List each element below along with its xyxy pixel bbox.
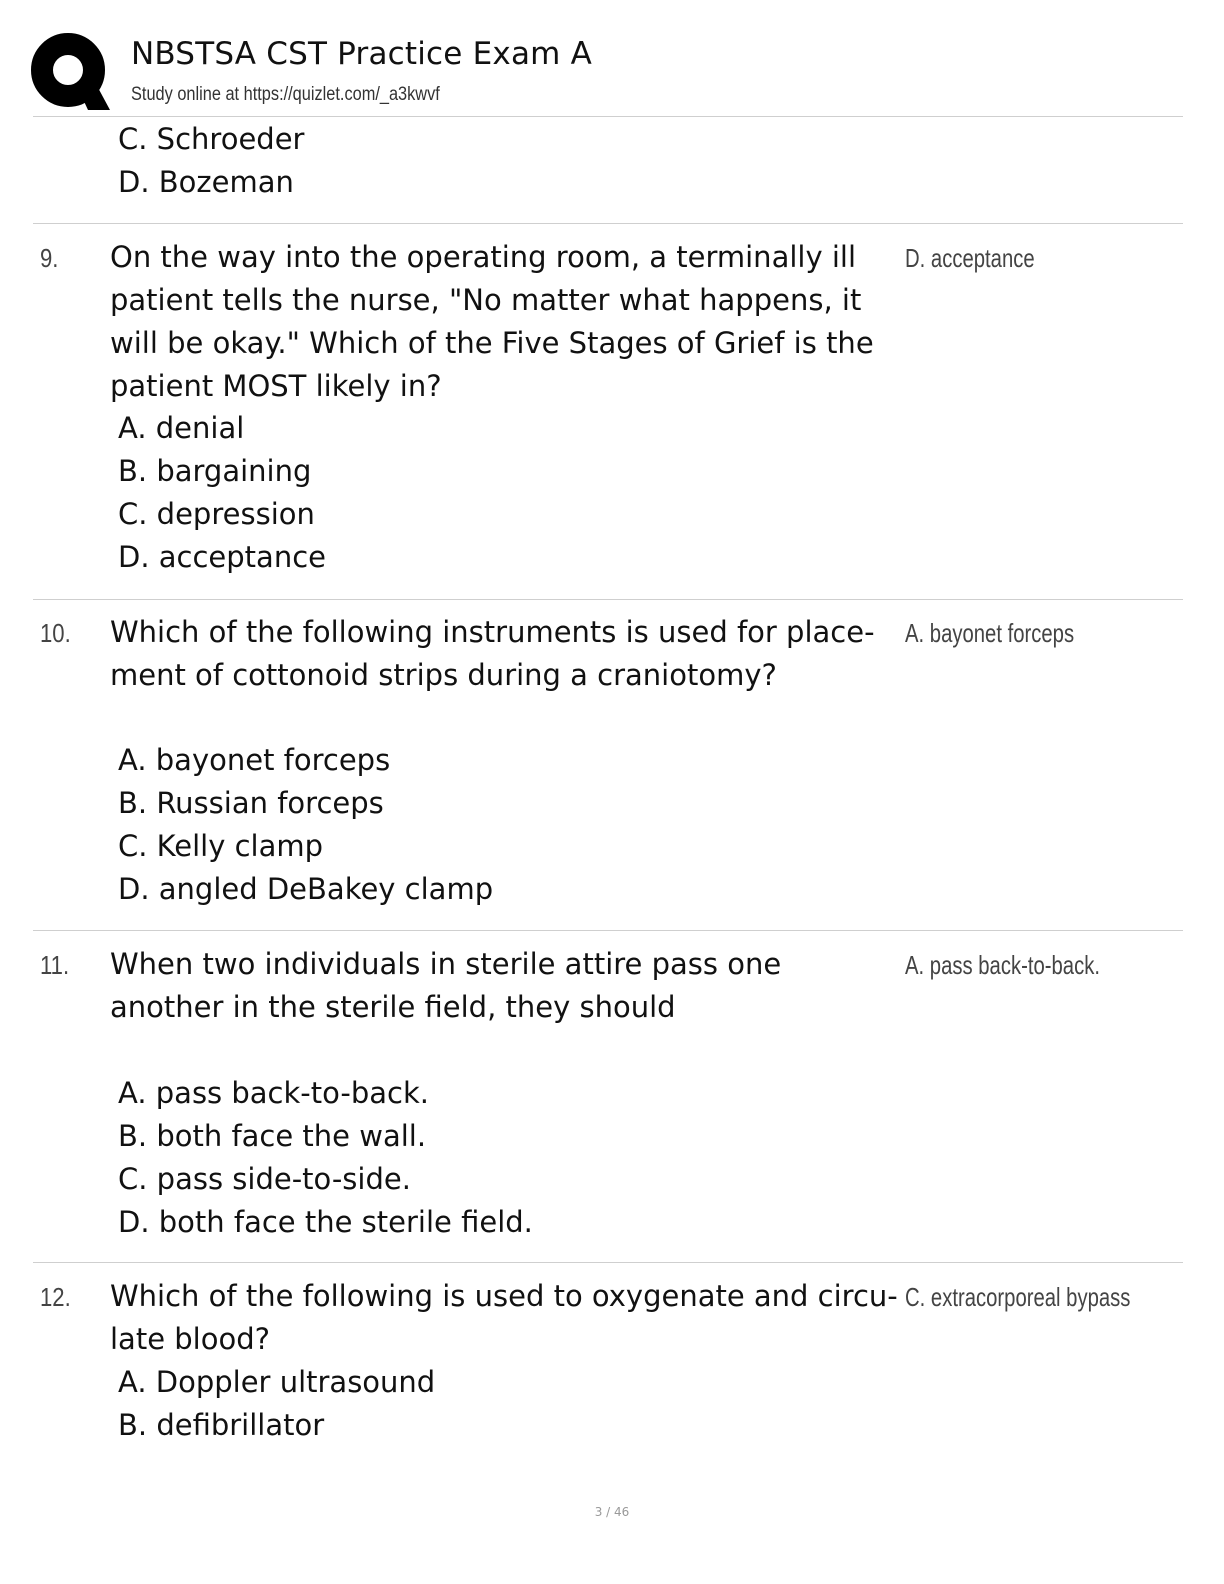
- option-item: A. bayonet forceps: [118, 743, 391, 777]
- option-item: D. acceptance: [118, 540, 326, 574]
- option-item: D. both face the sterile field.: [118, 1205, 533, 1239]
- answer-text: A. bayonet forceps: [905, 618, 1075, 648]
- page-indicator: 3 / 46: [594, 1505, 630, 1519]
- question-number: 9.: [40, 243, 59, 273]
- quizlet-q-logo-icon: [30, 32, 112, 112]
- option-item: A. pass back-to-back.: [118, 1076, 430, 1110]
- option-item: D. angled DeBakey clamp: [118, 872, 494, 906]
- answer-text: D. acceptance: [905, 243, 1035, 273]
- divider: [33, 223, 1183, 224]
- options-list: [118, 1361, 435, 1447]
- option-item: C. depression: [118, 497, 315, 531]
- question-text: Which of the following is used to oxygenate and circu- late blood?: [110, 1279, 898, 1356]
- divider: [33, 930, 1183, 931]
- answer-text: C. extracorporeal bypass: [905, 1282, 1131, 1312]
- options-list: [118, 1072, 533, 1244]
- page-header: [0, 0, 1224, 118]
- question-number: 12.: [40, 1282, 71, 1312]
- option-item: A. Doppler ultrasound: [118, 1365, 436, 1399]
- option-item: A. denial: [118, 411, 245, 445]
- study-online-link[interactable]: Study online at https://quizlet.com/_a3kwvf: [131, 84, 440, 105]
- option-item: B. both face the wall.: [118, 1119, 427, 1153]
- divider: [33, 599, 1183, 600]
- option-item: D. Bozeman: [118, 165, 294, 199]
- question-text: Which of the following instruments is used for place- ment of cottonoid strips during a craniotomy?: [110, 615, 875, 692]
- question-text: On the way into the operating room, a terminally ill patient tells the nurse, "No matter what happens, it will be okay." Which of the Five Stages of Grief is the patient MOST likely in?: [110, 240, 874, 403]
- option-item: C. Schroeder: [118, 122, 305, 156]
- question-number: 11.: [40, 950, 70, 980]
- divider: [33, 116, 1183, 117]
- divider: [33, 1262, 1183, 1263]
- options-list: [118, 739, 493, 911]
- option-item: C. Kelly clamp: [118, 829, 324, 863]
- question-number: 10.: [40, 618, 71, 648]
- document-title: NBSTSA CST Practice Exam A: [131, 36, 593, 72]
- continued-options-list: [118, 118, 304, 204]
- option-item: B. bargaining: [118, 454, 312, 488]
- answer-text: A. pass back-to-back.: [905, 950, 1100, 980]
- option-item: C. pass side-to-side.: [118, 1162, 411, 1196]
- options-list: [118, 407, 326, 579]
- option-item: B. defibrillator: [118, 1408, 325, 1442]
- option-item: B. Russian forceps: [118, 786, 384, 820]
- question-text: When two individuals in sterile attire pass one another in the sterile field, they should: [110, 947, 782, 1024]
